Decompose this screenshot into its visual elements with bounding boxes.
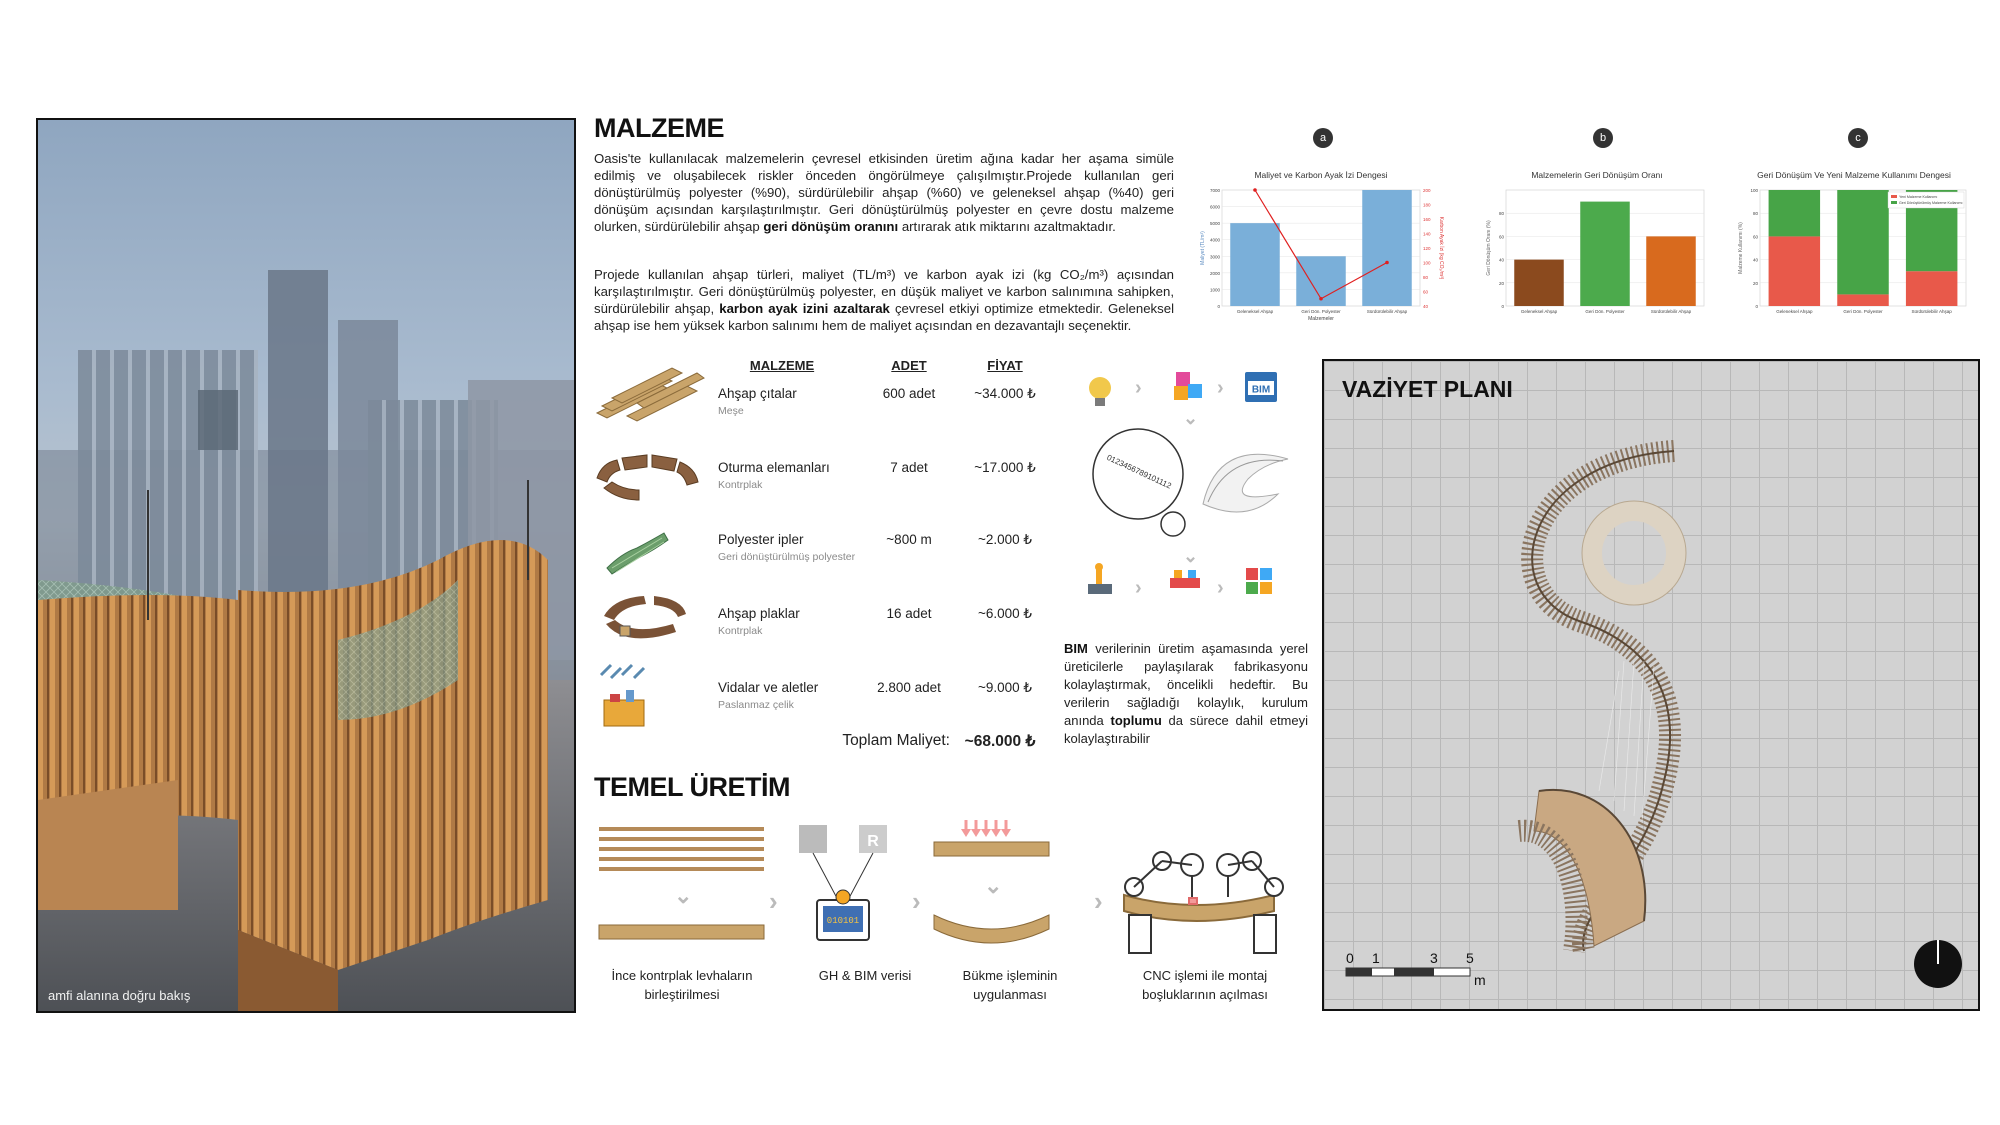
x-tick-label: Geleneksel Ahşap xyxy=(1236,309,1274,314)
y-tick-label: 40 xyxy=(1752,257,1758,263)
svg-text:›: › xyxy=(1094,886,1103,916)
y-tick-label: 1000 xyxy=(1209,287,1220,293)
idea-bulb-icon xyxy=(1089,377,1111,406)
svg-text:›: › xyxy=(1135,377,1142,399)
production-steps-diagram xyxy=(594,815,1314,955)
y-tick-label: 0 xyxy=(1217,304,1220,309)
y2-tick-label: 120 xyxy=(1423,246,1431,251)
material-qty: 600 adet xyxy=(882,386,936,401)
production-step-label xyxy=(1110,966,1300,1004)
bar xyxy=(1580,202,1630,306)
x-tick-label: Geleneksel Ahşap xyxy=(1776,309,1813,314)
chart-c-badge: c xyxy=(1848,128,1868,148)
material-name: Ahşap çıtalar xyxy=(718,386,797,401)
material-name: Ahşap plaklar xyxy=(718,606,800,621)
production-step-label xyxy=(790,966,940,985)
material-price: ~9.000 ₺ xyxy=(977,680,1032,695)
y2-tick-label: 160 xyxy=(1423,217,1431,222)
svg-text:›: › xyxy=(1135,577,1142,599)
svg-text:010101: 010101 xyxy=(826,916,860,926)
malzeme-paragraph-1: Oasis'te kullanılacak malzemelerin çevresel etkisinden üretim ağına kadar her aşama simüle edilmiş ve oluşabilecek riskler önceden öngörülmeye çalışılmıştır.Projede kullanılan geri dönüştürülmüş polyester (%90), sürdürülebilir ahşap (%60) ve geleneksel ahşap (%40) geri dönüşüm açısından karşılaştırılmıştır. Geri dönüştürülmüş polyester en çevre dostu malzeme olurken, sürdürülebilir ahşap geri dönüşüm oranını artırarak atık miktarını azaltmaktadır. xyxy=(594,151,1174,234)
chart-title: Maliyet ve Karbon Ayak İzi Dengesi xyxy=(1254,170,1388,180)
material-price: ~34.000 ₺ xyxy=(974,386,1036,401)
legend-swatch xyxy=(1891,195,1897,198)
site-plan-drawing xyxy=(1324,361,1980,1011)
y-tick-label: 0 xyxy=(1755,304,1758,309)
x-tick-label: Sürdürülebilir Ahşap xyxy=(1911,309,1952,314)
material-qty: ~800 m xyxy=(886,532,932,547)
material-sub: Kontrplak xyxy=(718,479,763,491)
y2-tick-label: 200 xyxy=(1423,188,1431,193)
render-image xyxy=(36,118,576,1013)
material-qty: 2.800 adet xyxy=(877,680,941,695)
render-caption: amfi alanına doğru bakış xyxy=(48,988,191,1003)
bar xyxy=(1362,190,1412,306)
y-tick-label: 3000 xyxy=(1209,254,1220,260)
bar xyxy=(1230,223,1280,306)
y-tick-label: 20 xyxy=(1752,280,1758,286)
y2-tick-label: 140 xyxy=(1423,231,1431,237)
material-sub: Meşe xyxy=(718,405,744,417)
chart-title: Malzemelerin Geri Dönüşüm Oranı xyxy=(1531,170,1663,180)
bim-logo-icon xyxy=(1245,372,1277,402)
robot-arm-icon xyxy=(1088,563,1112,594)
material-price: ~6.000 ₺ xyxy=(977,606,1032,621)
step-line-2: boşluklarının açılması xyxy=(1142,987,1268,1002)
table-header-qty: ADET xyxy=(891,358,927,373)
seating-elements-illustration xyxy=(592,448,707,506)
y2-tick-label: 80 xyxy=(1423,275,1429,280)
x-axis-label: Malzemeler xyxy=(1308,316,1334,322)
y2-tick-label: 40 xyxy=(1423,304,1429,309)
production-step-label xyxy=(940,966,1080,1004)
y2-tick-label: 100 xyxy=(1423,260,1431,266)
carbon-point xyxy=(1319,297,1323,301)
y-axis-label: Geri Dönüşüm Oranı (%) xyxy=(1486,220,1492,276)
x-tick-label: Sürdürülebilir Ahşap xyxy=(1650,309,1692,314)
svg-text:R: R xyxy=(867,833,879,850)
wood-plates-illustration xyxy=(594,592,694,648)
chart-title: Geri Dönüşüm Ve Yeni Malzeme Kullanımı Dengesi xyxy=(1757,170,1951,180)
bar-segment xyxy=(1837,294,1889,306)
cnc-robot-arms-illustration xyxy=(1124,852,1283,953)
bar-segment xyxy=(1906,271,1958,306)
bar xyxy=(1514,260,1564,306)
y-tick-label: 80 xyxy=(1498,211,1504,217)
svg-text:BIM: BIM xyxy=(1251,384,1271,396)
svg-text:›: › xyxy=(1217,577,1224,599)
legend-swatch xyxy=(1891,201,1897,204)
svg-text:›: › xyxy=(769,886,778,916)
svg-text:⌄: ⌄ xyxy=(674,883,693,908)
chart-b xyxy=(1482,168,1712,328)
material-name: Oturma elemanları xyxy=(718,460,830,475)
svg-text:⌄: ⌄ xyxy=(984,873,1003,898)
y-tick-label: 6000 xyxy=(1209,204,1220,210)
wood-slats-illustration xyxy=(592,358,707,428)
carbon-point xyxy=(1253,188,1257,192)
total-cost-value: ~68.000 ₺ xyxy=(964,733,1036,750)
y-tick-label: 0 xyxy=(1501,304,1504,309)
svg-text:›: › xyxy=(1217,377,1224,399)
y-tick-label: 60 xyxy=(1498,234,1504,240)
svg-text:3: 3 xyxy=(1430,950,1438,966)
svg-text:5: 5 xyxy=(1466,950,1474,966)
table-header-material: MALZEME xyxy=(749,358,815,373)
legend-label: Yeni Malzeme Kullanımı xyxy=(1899,195,1938,199)
y-tick-label: 40 xyxy=(1498,257,1504,263)
svg-text:⌄: ⌄ xyxy=(1183,546,1199,566)
carbon-point xyxy=(1385,261,1389,265)
x-tick-label: Geri Dön. Polyester xyxy=(1585,309,1625,314)
svg-text:1: 1 xyxy=(1372,950,1380,966)
legend-label: Geri Dönüştürülmüş Malzeme Kullanımı xyxy=(1899,201,1963,205)
y-tick-label: 80 xyxy=(1752,211,1758,217)
step-line-1: GH & BIM verisi xyxy=(818,968,912,983)
polyester-ropes-illustration xyxy=(602,528,672,578)
y2-tick-label: 180 xyxy=(1423,202,1431,208)
material-sub: Geri dönüştürülmüş polyester xyxy=(718,551,856,563)
bim-description: BIM verilerinin üretim aşamasında yerel üreticilerle paylaşılarak fabrikasyonu kolaylaştırmak, öncelikli hedeftir. Bu verilerin sağladığı kolaylık, kurulum anında toplumu da sürece dahil etmeyi kolaylaştırabilir xyxy=(1064,641,1309,746)
puzzle-icon xyxy=(1246,568,1272,594)
material-sub: Kontrplak xyxy=(718,625,763,637)
x-tick-label: Sürdürülebilir Ahşap xyxy=(1366,309,1408,314)
y-tick-label: 2000 xyxy=(1209,270,1220,276)
svg-text:⌄: ⌄ xyxy=(1183,408,1199,428)
chart-b-badge: b xyxy=(1593,128,1613,148)
y2-tick-label: 60 xyxy=(1423,289,1429,295)
chart-a xyxy=(1196,168,1446,328)
step-line-2: birleştirilmesi xyxy=(644,987,720,1002)
material-qty: 7 adet xyxy=(890,460,928,475)
svg-text:›: › xyxy=(912,886,921,916)
bim-digits: 0123456789101112 xyxy=(1105,452,1173,491)
material-name: Vidalar ve aletler xyxy=(718,680,819,695)
bim-workflow-diagram xyxy=(1078,364,1308,614)
step-line-1: İnce kontrplak levhaların xyxy=(611,968,753,983)
bar xyxy=(1646,236,1696,306)
y-tick-label: 20 xyxy=(1498,280,1504,286)
y-axis-label: Malzeme Kullanımı (%) xyxy=(1738,222,1744,274)
y-tick-label: 4000 xyxy=(1209,237,1220,243)
assembly-icon xyxy=(1170,570,1200,588)
material-qty: 16 adet xyxy=(886,606,932,621)
y-tick-label: 60 xyxy=(1752,234,1758,240)
3d-blocks-icon xyxy=(1174,372,1202,400)
step-line-1: Bükme işleminin xyxy=(962,968,1058,983)
y-axis-label: Maliyet (TL/m³) xyxy=(1200,231,1206,265)
material-name: Polyester ipler xyxy=(718,532,804,547)
bar-segment xyxy=(1769,236,1821,306)
svg-text:m: m xyxy=(1474,972,1486,988)
malzeme-paragraph-2: Projede kullanılan ahşap türleri, maliyet (TL/m³) ve karbon ayak izi (kg CO₂/m³) açısından karşılaştırılmıştır. Geri dönüştürülmüş polyester, en düşük maliyet ve karbon salınımına sahipken, sürdürülebilir ahşap, karbon ayak izini azaltarak çevresel etkiyi optimize etmektedir. Geleneksel ahşap ise hem yüksek karbon salınımı hem de maliyet açısından en dezavantajlı seçenektir. xyxy=(594,267,1175,333)
production-step-label xyxy=(592,966,772,1004)
x-tick-label: Geri Dön. Polyester xyxy=(1301,309,1341,314)
bending-illustration xyxy=(934,820,1049,943)
y-tick-label: 5000 xyxy=(1209,221,1220,227)
material-sub: Paslanmaz çelik xyxy=(718,699,794,711)
malzeme-title: MALZEME xyxy=(594,113,724,143)
step-line-1: CNC işlemi ile montaj xyxy=(1142,968,1268,983)
x-tick-label: Geleneksel Ahşap xyxy=(1520,309,1558,314)
y-tick-label: 7000 xyxy=(1209,188,1220,193)
chart-a-badge: a xyxy=(1313,128,1333,148)
pavilion-render xyxy=(38,120,576,1013)
bar-segment xyxy=(1769,190,1821,236)
site-plan-title: VAZİYET PLANI xyxy=(1342,376,1513,402)
y-tick-label: 100 xyxy=(1750,188,1758,193)
screws-tools-illustration xyxy=(596,660,666,730)
temel-uretim-title: TEMEL ÜRETİM xyxy=(594,772,790,802)
site-plan xyxy=(1322,359,1980,1011)
gh-bim-software-icon xyxy=(799,825,887,940)
x-tick-label: Geri Dön. Polyester xyxy=(1843,309,1883,314)
material-price: ~2.000 ₺ xyxy=(977,532,1032,547)
step-line-2: uygulanması xyxy=(973,987,1047,1002)
total-cost-label: Toplam Maliyet: xyxy=(842,732,950,749)
table-header-price: FİYAT xyxy=(987,358,1023,373)
plywood-sheets-illustration xyxy=(599,827,764,939)
material-price: ~17.000 ₺ xyxy=(974,460,1036,475)
y2-axis-label: Karbon Ayak İzi (kg CO₂/m³) xyxy=(1438,216,1444,280)
chart-c xyxy=(1734,168,1974,328)
bar-segment xyxy=(1837,190,1889,294)
svg-text:0: 0 xyxy=(1346,950,1354,966)
